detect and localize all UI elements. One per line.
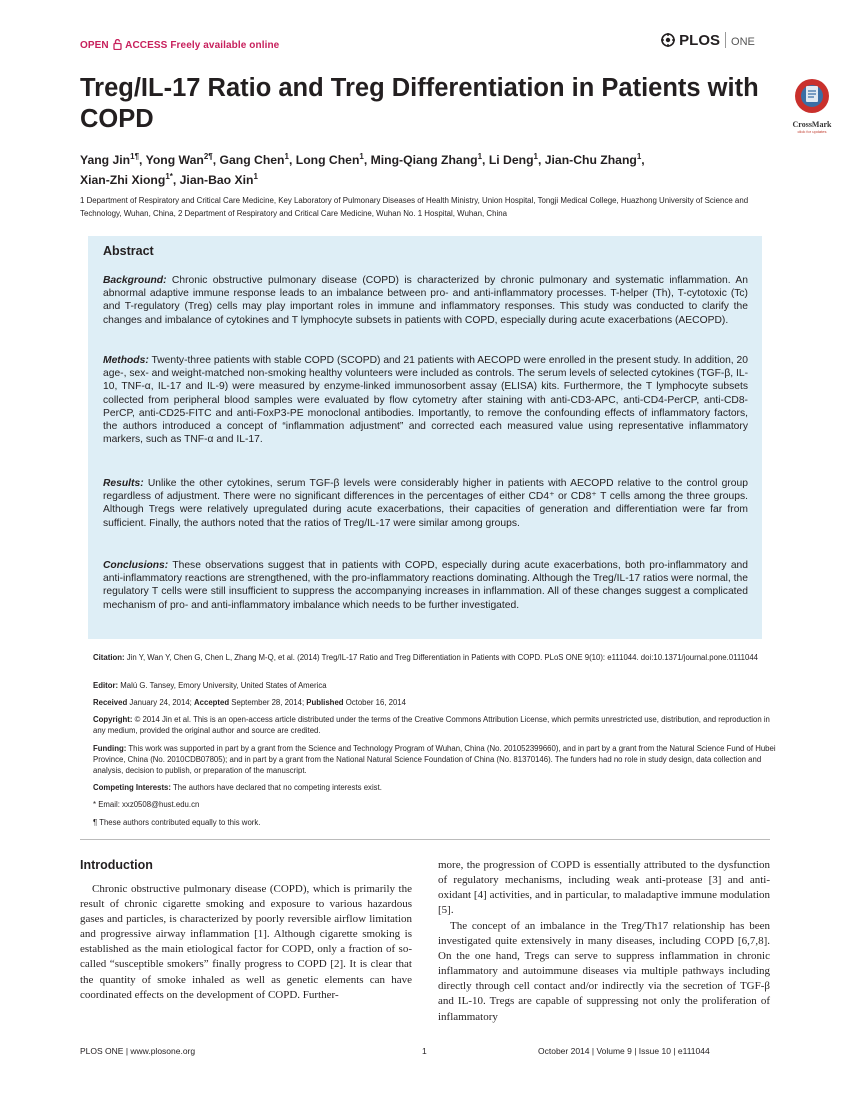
results-label: Results: <box>103 478 144 489</box>
author-name: Gang Chen <box>219 153 285 167</box>
author <box>146 153 220 167</box>
funding-text: This work was supported in part by a grant from the Science and Technology Program of Wuhan, China (No. 201052399660), and in part by a grant from the Natural Science Fund of Hubei Province, China (No. 2010CDB07805); and in part by a grant from the National Natural Science Foundation of China (No. 81370146). The funders had no role in study design, data collection and analysis, decision to publish, or preparation of the manuscript. <box>93 744 776 775</box>
footer-issue: October 2014 | Volume 9 | Issue 10 | e111044 <box>538 1046 710 1056</box>
citation-label: Citation: <box>93 653 125 662</box>
introduction-heading: Introduction <box>80 858 153 872</box>
abstract-background <box>103 274 748 327</box>
intro-right-para-1: more, the progression of COPD is essentially attributed to the dysfunction of regulatory mechanisms, including weak anti-protease [3] and anti-oxidant [4] activities, and in particular, to maladaptive immune modulation [5]. <box>438 859 770 917</box>
open-label: OPEN <box>80 40 109 51</box>
abstract-box <box>88 236 762 639</box>
author-affiliation-mark: 1¶ <box>130 151 140 161</box>
crossmark-badge[interactable] <box>785 78 839 138</box>
author-list <box>80 150 780 190</box>
results-text: Unlike the other cytokines, serum TGF-β levels were considerably higher in patients with AECOPD relative to the control group regardless of adjustment. There were no significant differences in the percentages of either CD4⁺ or CD8⁺ T cells among the three groups. Although Tregs were relatively upregulated during acute exacerbations, their capacities of generation and differentiation were far from sufficient. Finally, the authors noted that the ratios of Treg/IL-17 were similar among groups. <box>103 478 748 529</box>
author <box>371 153 489 167</box>
competing-text: The authors have declared that no competing interests exist. <box>170 783 382 792</box>
published-date: October 16, 2014 <box>343 698 406 707</box>
author-affiliation-mark: 1 <box>359 151 364 161</box>
crossmark-sublabel: click for updates <box>797 129 827 134</box>
author-separator: , <box>363 153 371 167</box>
divider <box>80 839 770 840</box>
author-separator: , <box>288 153 296 167</box>
affiliations: 1 Department of Respiratory and Critical Care Medicine, Key Laboratory of Pulmonary Diseases of Health Ministry, Union Hospital, Tongji Medical College, Huazhong University of Science and Technology, Wuhan, China, 2 Department of Respiratory and Critical Care Medicine, Wuhan No. 1 Hospital, Wuhan, China <box>80 196 749 218</box>
author-affiliation-mark: 1 <box>284 151 289 161</box>
conclusions-label: Conclusions: <box>103 560 169 571</box>
abstract-methods <box>103 354 748 446</box>
conclusions-text: These observations suggest that in patients with COPD, especially during acute exacerbations, both pro-inflammatory and anti-inflammatory reactions are strengthened, with the pro-inflammatory reactions dominating. Although the Treg/IL-17 ratios were normal, the regulatory T cells were still insufficient to suppress the accompanying increases in inflammation. All of these changes suggest a complicated mechanism of pro- and anti-inflammatory imbalance which needs to be further investigated. <box>103 560 748 611</box>
author-separator: , <box>139 153 146 167</box>
editor-label: Editor: <box>93 681 119 690</box>
citation-text: Jin Y, Wan Y, Chen G, Chen L, Zhang M-Q, et al. (2014) Treg/IL-17 Ratio and Treg Differentiation in Patients with COPD. PLoS ONE 9(10): e111044. doi:10.1371/journal.pone.0111044 <box>124 653 758 662</box>
editor-text: Malú G. Tansey, Emory University, United States of America <box>118 681 327 690</box>
accepted-label: Accepted <box>194 698 230 707</box>
intro-left-column: Chronic obstructive pulmonary disease (COPD), which is primarily the result of chronic cigarette smoking and exposure to various hazardous gases and particles, is characterized by poorly reversible airflow limitation and progressive airway inflammation [1]. Although cigarette smoking is established as the main etiological factor for COPD, only a fraction of so-called “susceptible smokers” finally progress to COPD [2]. It is clear that the quantity of smoke inhaled as well as genetic elements can have coordinated effects on the development of COPD. Further- <box>80 883 412 1001</box>
citation <box>93 652 778 663</box>
author-name: Jian-Bao Xin <box>179 173 254 187</box>
access-label: ACCESS <box>125 40 168 51</box>
article-title: Treg/IL-17 Ratio and Treg Differentiation in Patients with COPD <box>80 74 759 133</box>
author <box>80 173 180 187</box>
copyright <box>93 714 778 736</box>
plos-logo-icon <box>661 33 675 47</box>
crossmark-label: CrossMark <box>792 120 832 129</box>
dates <box>93 697 778 708</box>
received-date: January 24, 2014; <box>127 698 195 707</box>
methods-text: Twenty-three patients with stable COPD (SCOPD) and 21 patients with AECOPD were enrolled in the present study. In addition, 20 age-, sex- and weight-matched non-smoking healthy volunteers were included as controls. The serum levels of selected cytokines (TGF-β, IL-10, TNF-α, IL-17 and IL-9) were measured by enzyme-linked immunosorbent assay (ELISA) kits. Furthermore, the T lymphocyte subsets collected from peripheral blood samples were evaluated by flow cytometry after staining with anti-CD3-APC, anti-CD4-PerCP, anti-CD8- PerCP, anti-CD25-FITC and anti-FoxP3-PE monoclonal antibodies. Importantly, to remove the confounding effects of inflammatory factors, the authors introduced a concept of “inflammation adjustment” and corrected each measured value using representative inflammatory markers, such as TNF-α and IL-17. <box>103 355 749 446</box>
author-name: Li Deng <box>488 153 534 167</box>
copyright-text: © 2014 Jin et al. This is an open-access article distributed under the terms of the Creative Commons Attribution License, which permits unrestricted use, distribution, and reproduction in any medium, provided the original author and source are credited. <box>93 715 770 735</box>
author-affiliation-mark: 1* <box>165 171 173 181</box>
author-affiliation-mark: 2¶ <box>203 151 213 161</box>
author-name: Jian-Chu Zhang <box>544 153 637 167</box>
background-text: Chronic obstructive pulmonary disease (COPD) is characterized by chronic pulmonary and systematic inflammation. An abnormal adaptive immune response leads to an imbalance between pro- and anti-inflammatory processes. T-helper (Th), T-cytotoxic (Tc) and T-regulatory (Treg) cells may play important roles in immune and inflammatory responses. This study was conducted to clarify the changes and imbalance of cytokines and T lymphocyte subsets in patients with COPD, especially during acute exacerbations (AECOPD). <box>103 275 748 326</box>
author-separator: , <box>212 153 220 167</box>
author-name: Ming-Qiang Zhang <box>370 153 478 167</box>
author-separator: , <box>641 153 645 167</box>
abstract-results <box>103 477 748 530</box>
author <box>489 153 545 167</box>
intro-right-para-2: The concept of an imbalance in the Treg/Th17 relationship has been investigated quite extensively in many diseases, including COPD [6,7,8]. On the one hand, Tregs can serve to suppress inflammation in chronic inflammatory and autoimmune diseases via multiple pathways including directly through cell contact and/or indirectly via the secretion of TGF-β and IL-10. Tregs are capable of suppressing not only the proliferation of inflammatory <box>438 920 770 1023</box>
accepted-date: September 28, 2014; <box>229 698 307 707</box>
competing-interests <box>93 782 778 793</box>
one-label: ONE <box>731 36 755 48</box>
author-affiliation-mark: 1 <box>636 151 642 161</box>
published-label: Published <box>306 698 344 707</box>
open-access-banner <box>80 39 279 51</box>
author-separator: , <box>172 173 180 187</box>
plos-label: PLOS <box>679 32 721 49</box>
copyright-label: Copyright: <box>93 715 133 724</box>
footer-page-number: 1 <box>422 1046 427 1056</box>
plos-one-logo <box>661 32 755 49</box>
freely-available-label: Freely available online <box>170 40 280 51</box>
author <box>545 153 645 167</box>
author-separator: , <box>537 153 545 167</box>
equal-contribution: ¶ These authors contributed equally to this work. <box>93 818 261 827</box>
funding <box>93 743 778 776</box>
author-name: Long Chen <box>295 153 360 167</box>
author-affiliation-mark: 1 <box>477 151 483 161</box>
author <box>180 173 258 187</box>
crossmark-icon <box>794 78 830 114</box>
funding-label: Funding: <box>93 744 127 753</box>
author <box>80 153 146 167</box>
received-label: Received <box>93 698 128 707</box>
footer-journal: PLOS ONE | www.plosone.org <box>80 1046 196 1056</box>
background-label: Background: <box>103 275 167 286</box>
open-lock-icon <box>113 39 122 50</box>
author-affiliation-mark: 1 <box>253 171 258 181</box>
author <box>220 153 296 167</box>
abstract-heading: Abstract <box>103 244 154 258</box>
methods-label: Methods: <box>103 355 149 366</box>
author-affiliation-mark: 1 <box>533 151 538 161</box>
author-name: Yang Jin <box>80 153 131 167</box>
email: * Email: xxz0508@hust.edu.cn <box>93 800 200 809</box>
author-name: Yong Wan <box>145 153 204 167</box>
author-separator: , <box>482 153 489 167</box>
abstract-conclusions <box>103 559 748 612</box>
editor <box>93 680 778 691</box>
author-name: Xian-Zhi Xiong <box>80 173 166 187</box>
competing-label: Competing Interests: <box>93 783 171 792</box>
author <box>296 153 371 167</box>
